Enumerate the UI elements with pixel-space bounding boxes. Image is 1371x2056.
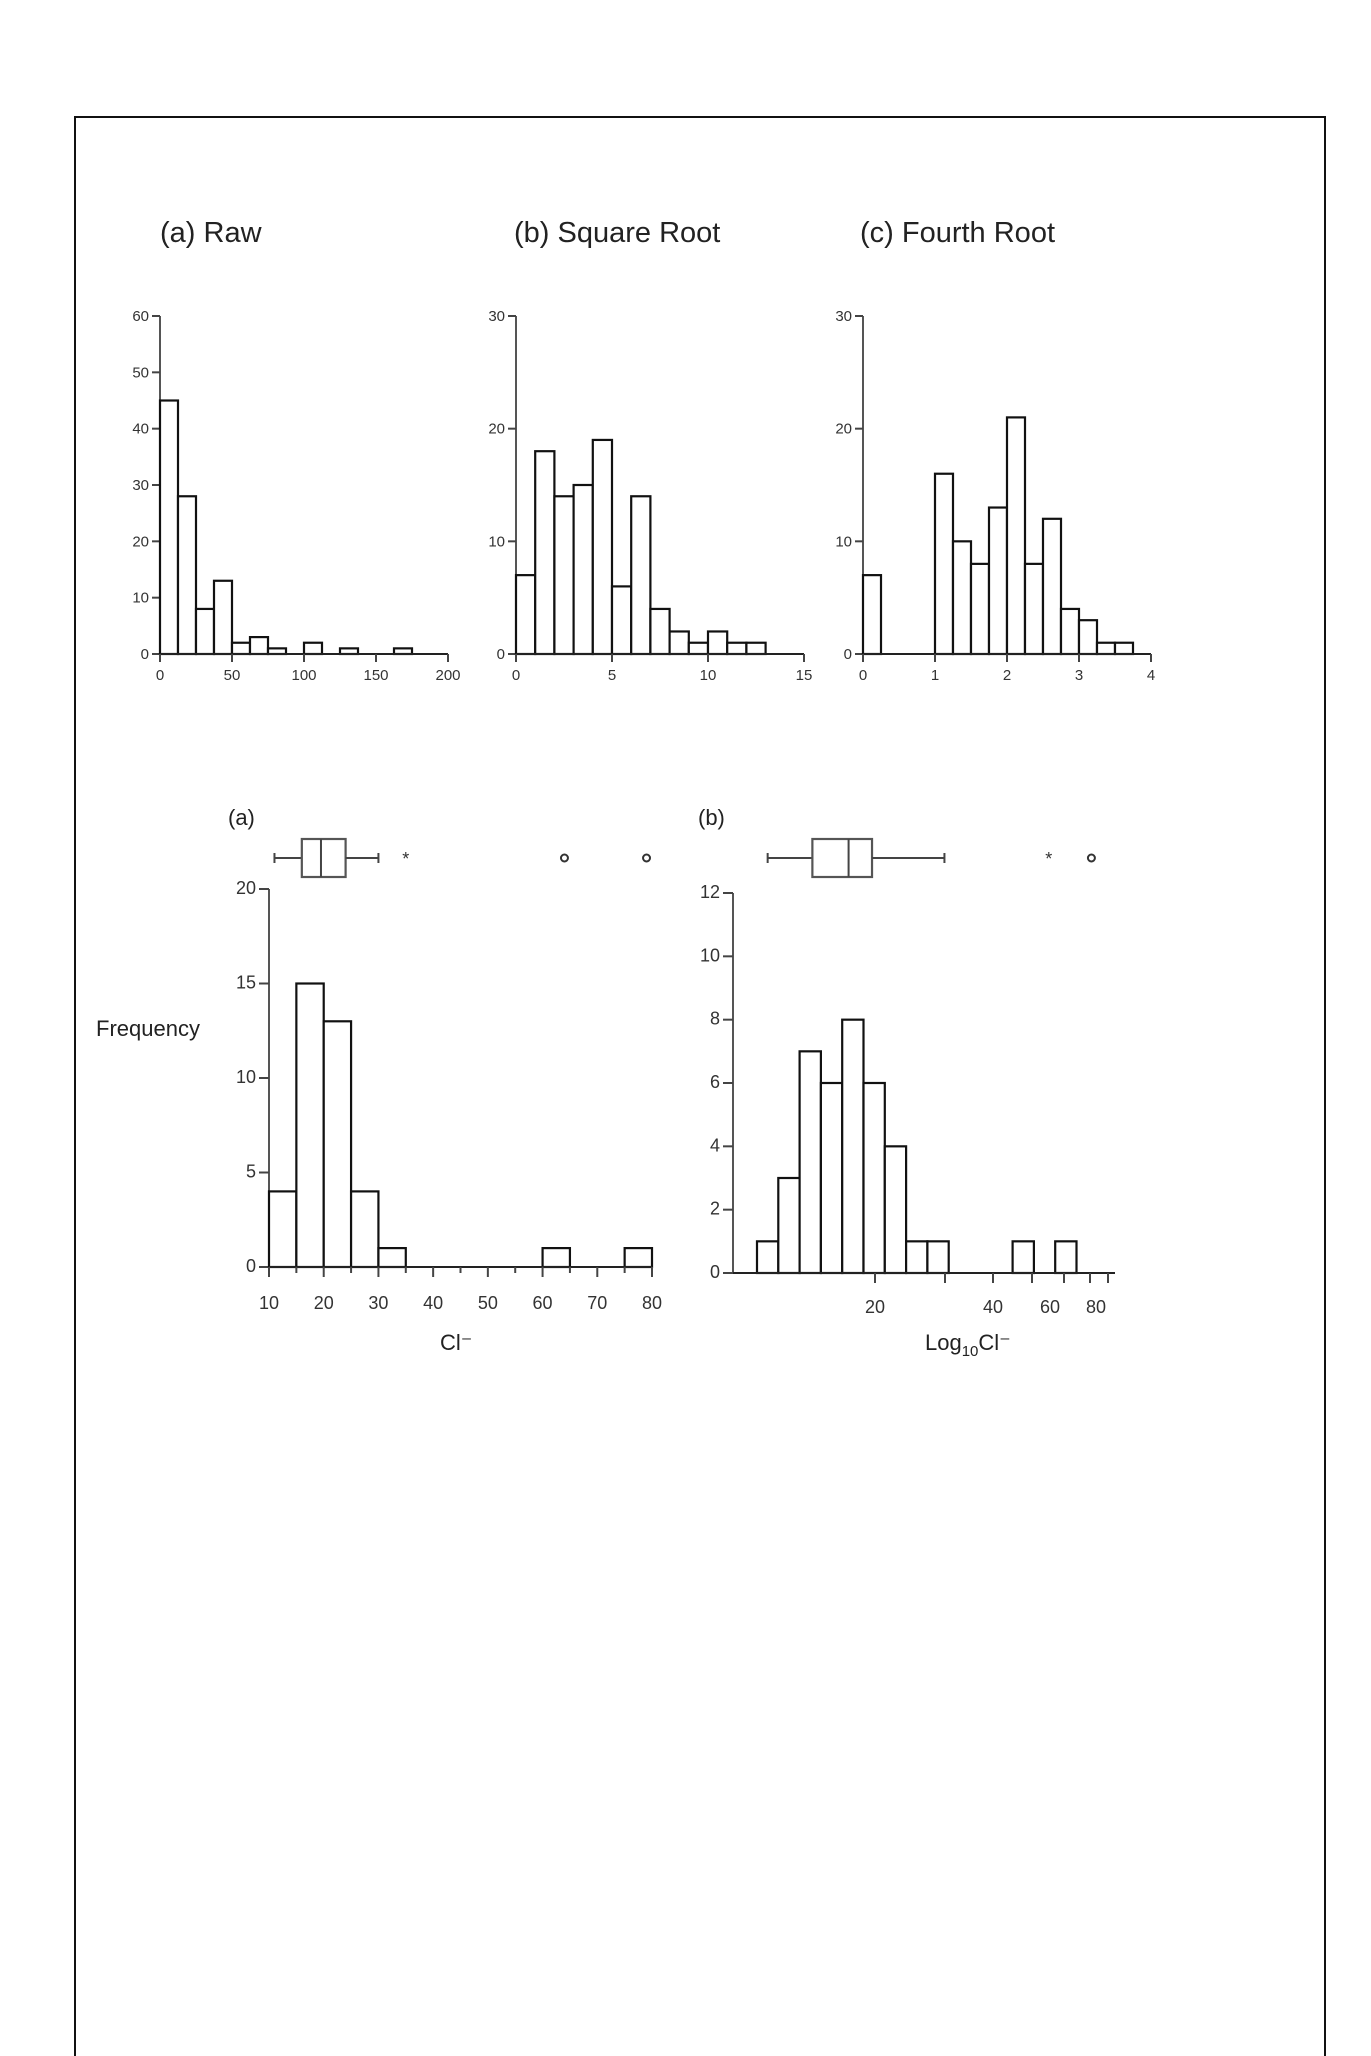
panel-label-b: (b): [698, 805, 725, 830]
histogram-bar: [1043, 519, 1061, 654]
histogram-bar: [778, 1178, 799, 1273]
boxplot-outlier-marker: [643, 855, 650, 862]
histogram-bar: [670, 631, 689, 654]
histogram-bar: [351, 1191, 378, 1267]
histogram-bar: [574, 485, 593, 654]
histogram-bar: [593, 440, 612, 654]
histogram-bar: [178, 496, 196, 654]
x-tick-label: 50: [223, 667, 241, 684]
histogram-bar: [708, 631, 727, 654]
y-tick-label: 20: [132, 533, 149, 551]
x-tick-label: 4: [1146, 667, 1156, 684]
x-axis-label-log-cl: Log$_{10}$Cl⁻: [925, 1330, 1011, 1360]
boxplot-outlier-marker: [561, 855, 568, 862]
y-tick-label: 10: [488, 533, 505, 551]
x-tick-label: 5: [607, 667, 617, 684]
histogram-bar: [304, 643, 322, 654]
y-tick-label: 0: [140, 646, 149, 663]
x-tick-label: 20: [864, 1297, 886, 1317]
histogram-bar: [1097, 643, 1115, 654]
x-tick-label: 60: [1039, 1297, 1061, 1317]
histogram-bar: [232, 643, 250, 654]
histogram-square-root: [488, 308, 812, 684]
y-tick-label: 20: [235, 878, 256, 898]
histogram-cl: [236, 839, 662, 1313]
histogram-bar: [269, 1191, 296, 1267]
y-tick-label: 20: [835, 420, 852, 438]
y-tick-label: 10: [132, 589, 149, 607]
histogram-bar: [160, 401, 178, 655]
x-tick-label: 0: [511, 667, 521, 684]
histogram-bar: [842, 1020, 863, 1273]
y-tick-label: 0: [843, 646, 852, 663]
y-tick-label: 10: [835, 533, 852, 551]
histogram-bar: [800, 1051, 821, 1273]
histogram-bar: [554, 496, 573, 654]
y-axis-label-frequency: Frequency: [96, 1016, 200, 1041]
title-fourth-root: (c) Fourth Root: [860, 217, 1055, 249]
histogram-bar: [727, 643, 746, 654]
histogram-bar: [378, 1248, 405, 1267]
histogram-fourth-root: [835, 308, 1155, 684]
histogram-bar: [689, 643, 708, 654]
y-tick-label: 30: [835, 308, 852, 325]
histogram-bar: [543, 1248, 570, 1267]
histogram-bar: [650, 609, 669, 654]
y-tick-label: 5: [245, 1161, 256, 1182]
histogram-bar: [1013, 1241, 1034, 1273]
y-tick-label: 0: [496, 646, 505, 663]
y-tick-label: 30: [132, 477, 149, 494]
y-tick-label: 10: [235, 1067, 256, 1087]
boxplot-extreme-marker: *: [1045, 849, 1053, 869]
title-square-root: (b) Square Root: [514, 217, 721, 249]
y-tick-label: 50: [132, 364, 149, 382]
histogram-log-cl: [700, 839, 1115, 1317]
x-tick-label: 3: [1074, 667, 1084, 684]
x-axis-label-cl: Cl⁻: [440, 1330, 473, 1355]
y-tick-label: 10: [699, 945, 720, 966]
y-tick-label: 12: [699, 882, 720, 902]
histogram-bar: [214, 581, 232, 654]
y-tick-label: 0: [709, 1262, 720, 1282]
x-tick-label: 2: [1002, 667, 1012, 684]
histogram-bar: [1055, 1241, 1076, 1273]
x-tick-label: 10: [258, 1293, 280, 1313]
histogram-bar: [885, 1146, 906, 1273]
x-tick-label: 200: [435, 667, 461, 684]
histogram-bar: [296, 984, 323, 1268]
histogram-bar: [250, 637, 268, 654]
histogram-bar: [927, 1241, 948, 1273]
x-tick-label: 1: [930, 667, 940, 684]
histogram-bar: [971, 564, 989, 654]
y-tick-label: 60: [132, 308, 149, 325]
x-tick-label: 40: [982, 1297, 1004, 1317]
histogram-bar: [906, 1241, 927, 1273]
y-tick-label: 8: [709, 1008, 720, 1029]
histogram-bar: [821, 1083, 842, 1273]
y-tick-label: 20: [488, 420, 505, 438]
panel-label-a: (a): [228, 805, 255, 830]
boxplot-extreme-marker: *: [402, 849, 410, 869]
x-tick-label: 100: [291, 667, 317, 684]
x-tick-label: 20: [313, 1293, 334, 1313]
y-tick-label: 2: [709, 1198, 720, 1219]
x-tick-label: 80: [641, 1293, 663, 1313]
y-tick-label: 0: [245, 1256, 256, 1276]
histogram-bar: [516, 575, 535, 654]
x-tick-label: 30: [368, 1293, 389, 1313]
title-raw: (a) Raw: [160, 217, 262, 249]
boxplot-box: [812, 839, 872, 877]
y-tick-label: 30: [488, 308, 505, 325]
x-tick-label: 60: [532, 1293, 553, 1313]
histogram-bar: [757, 1241, 778, 1273]
histogram-bar: [631, 496, 650, 654]
histogram-bar: [1115, 643, 1133, 654]
x-tick-label: 80: [1085, 1297, 1107, 1317]
histogram-bar: [196, 609, 214, 654]
histogram-raw: [132, 308, 460, 684]
histogram-bar: [324, 1021, 351, 1267]
histogram-bar: [1025, 564, 1043, 654]
x-tick-label: 150: [363, 667, 389, 684]
histogram-bar: [935, 474, 953, 654]
x-tick-label: 15: [795, 667, 813, 684]
x-tick-label: 10: [699, 667, 717, 684]
x-tick-label: 40: [423, 1293, 444, 1313]
histogram-bar: [989, 508, 1007, 654]
histogram-bar: [535, 451, 554, 654]
boxplot-outlier-marker: [1088, 855, 1095, 862]
histogram-bar: [863, 575, 881, 654]
y-tick-label: 4: [709, 1135, 720, 1156]
y-tick-label: 15: [235, 972, 256, 993]
histogram-bar: [1007, 417, 1025, 654]
histogram-bar: [625, 1248, 652, 1267]
histogram-bar: [1079, 620, 1097, 654]
histogram-bar: [612, 586, 631, 654]
x-tick-label: 70: [587, 1293, 608, 1313]
histogram-bar: [953, 541, 971, 654]
boxplot-box: [302, 839, 346, 877]
y-tick-label: 6: [709, 1072, 720, 1092]
histogram-bar: [864, 1083, 885, 1273]
histogram-bar: [746, 643, 765, 654]
x-tick-label: 0: [858, 667, 868, 684]
x-tick-label: 0: [155, 667, 165, 684]
histogram-bar: [1061, 609, 1079, 654]
x-tick-label: 50: [477, 1293, 498, 1313]
y-tick-label: 40: [132, 420, 149, 438]
